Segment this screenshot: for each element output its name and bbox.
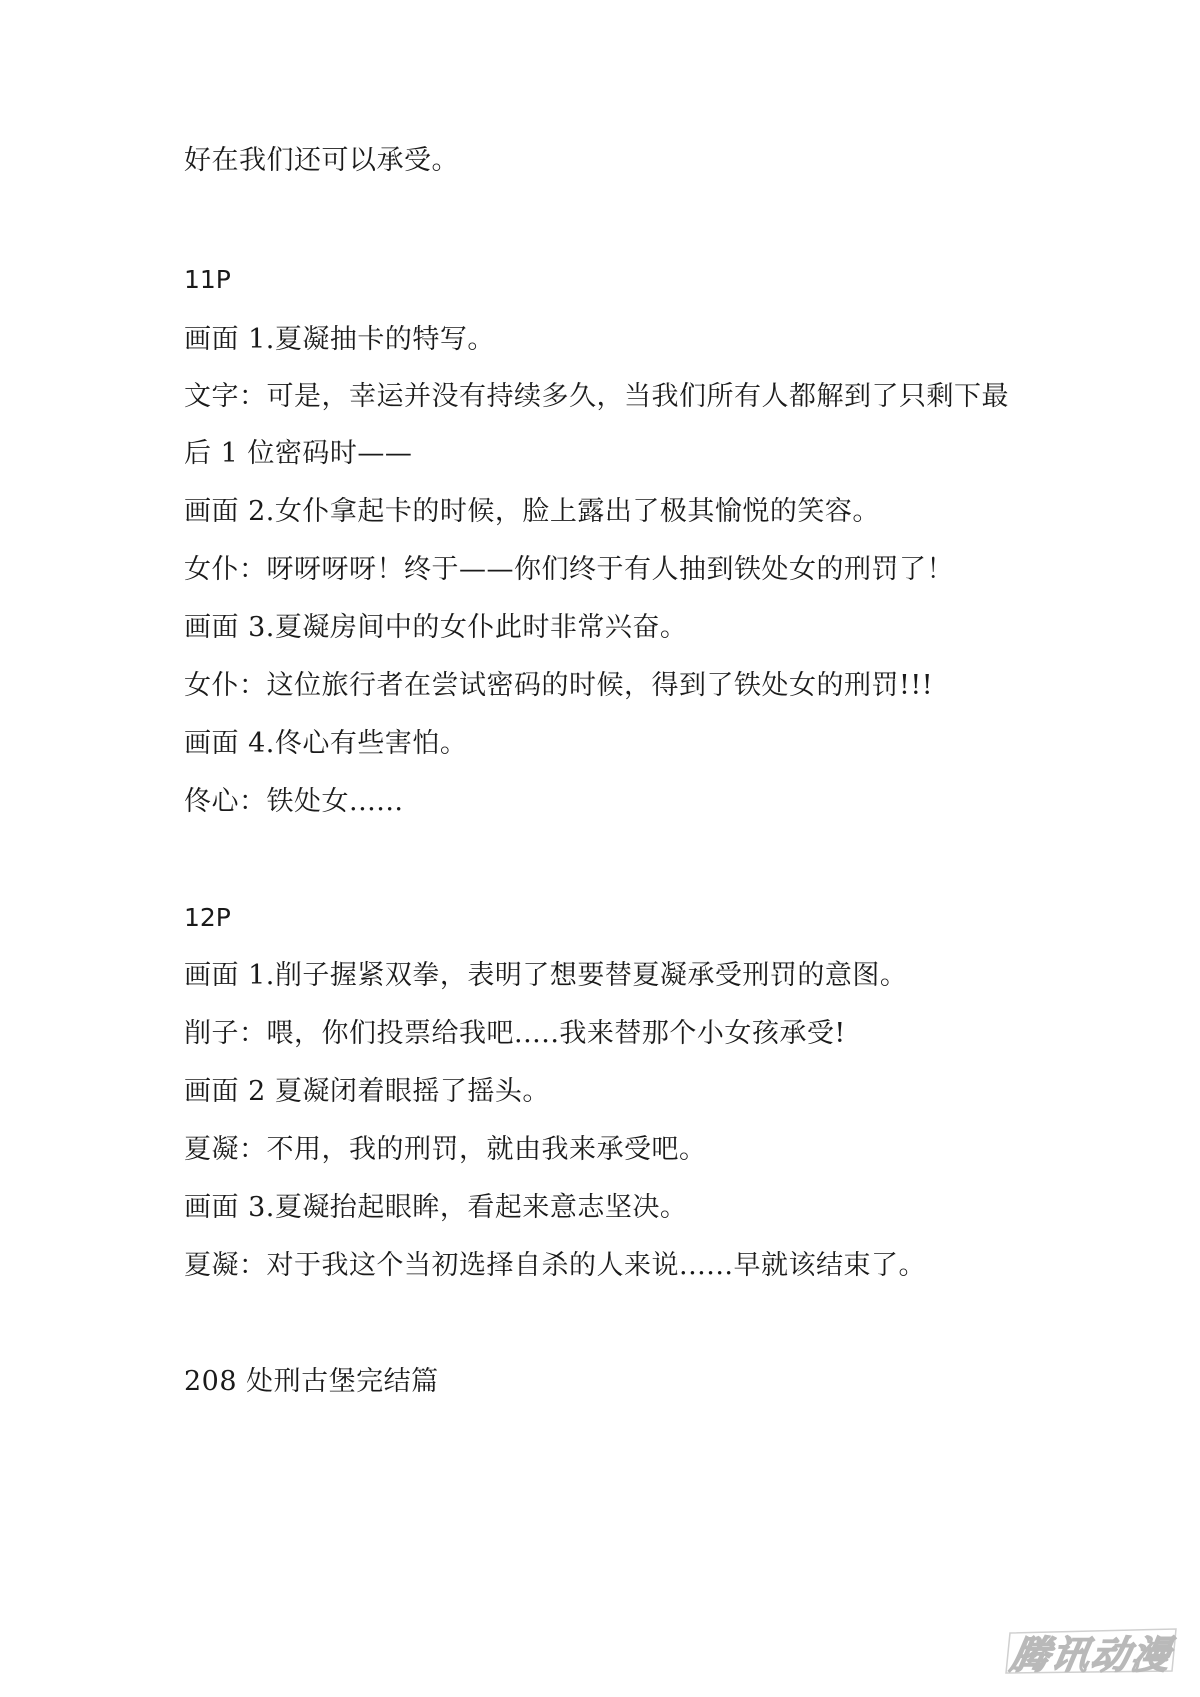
text-line: 画面 2 夏凝闭着眼摇了摇头。 — [184, 1076, 550, 1107]
text-line: 画面 1.夏凝抽卡的特写。 — [184, 324, 495, 355]
text-line: 文字：可是，幸运并没有持续多久，当我们所有人都解到了只剩下最 — [184, 381, 1009, 412]
text-line: 佟心：铁处女...... — [184, 786, 404, 817]
page-number-label: 12P — [184, 903, 231, 932]
page-number-label: 11P — [184, 265, 231, 294]
text-line: 好在我们还可以承受。 — [184, 145, 459, 176]
text-line: 后 1 位密码时—— — [184, 438, 413, 469]
text-line: 画面 3.夏凝抬起眼眸，看起来意志坚决。 — [184, 1192, 688, 1223]
text-line: 画面 1.削子握紧双拳，表明了想要替夏凝承受刑罚的意图。 — [184, 960, 908, 991]
text-line: 女仆：呀呀呀呀！终于——你们终于有人抽到铁处女的刑罚了！ — [184, 554, 954, 585]
watermark-logo — [1000, 1625, 1184, 1677]
text-line: 削子：喂，你们投票给我吧.....我来替那个小女孩承受! — [184, 1018, 846, 1049]
text-line: 夏凝：对于我这个当初选择自杀的人来说......早就该结束了。 — [184, 1250, 926, 1281]
text-line: 女仆：这位旅行者在尝试密码的时候，得到了铁处女的刑罚!!! — [184, 670, 934, 701]
text-line: 画面 2.女仆拿起卡的时候，脸上露出了极其愉悦的笑容。 — [184, 496, 880, 527]
text-line: 夏凝：不用，我的刑罚，就由我来承受吧。 — [184, 1134, 707, 1165]
text-line: 画面 3.夏凝房间中的女仆此时非常兴奋。 — [184, 612, 688, 643]
watermark-text: 腾讯动漫 — [1007, 1632, 1176, 1677]
text-line: 画面 4.佟心有些害怕。 — [184, 728, 468, 759]
chapter-title: 208 处刑古堡完结篇 — [184, 1366, 439, 1397]
